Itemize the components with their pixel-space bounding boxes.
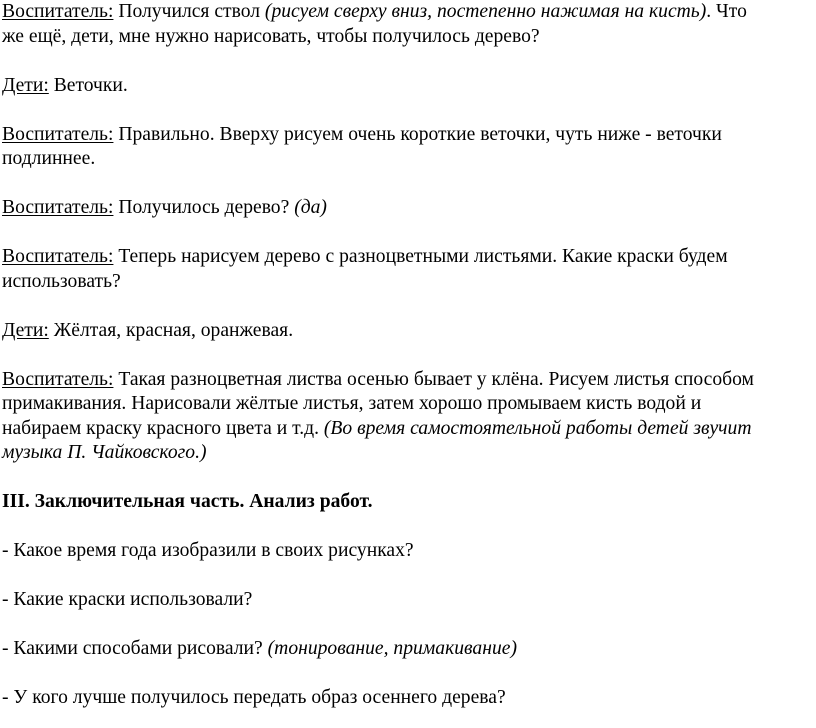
- paragraph-text: Теперь нарисуем дерево с разноцветными листьями. Какие краски будем: [113, 246, 728, 267]
- question-3: [2, 637, 814, 662]
- paragraph-text: Правильно. Вверху рисуем очень короткие веточки, чуть ниже - веточки: [113, 123, 722, 145]
- text-line: [2, 368, 814, 393]
- speaker-label: Воспитатель:: [2, 123, 114, 145]
- text-line: [2, 417, 814, 442]
- stage-direction: (Во время самостоятельной работы детей звучит: [323, 417, 752, 439]
- paragraph-text: примакивания. Нарисовали жёлтые листья, затем хорошо промываем кисть водой и: [2, 393, 702, 414]
- speaker-label: Воспитатель:: [2, 246, 114, 267]
- speaker-label: Воспитатель:: [2, 197, 114, 218]
- text-line: [2, 123, 814, 148]
- dialogue-paragraph-7: [2, 368, 814, 466]
- section-heading: III. Заключительная часть. Анализ работ.: [2, 491, 373, 512]
- paragraph-text: набираем краску красного цвета и т.д.: [2, 417, 324, 439]
- speaker-label: Воспитатель:: [2, 1, 114, 22]
- dialogue-paragraph-6: [2, 319, 814, 344]
- dialogue-paragraph-1: [2, 0, 814, 49]
- paragraph-text: Получилось дерево?: [113, 197, 295, 218]
- stage-direction: (тонирование, примакивание): [267, 638, 517, 659]
- dialogue-paragraph-5: [2, 245, 814, 294]
- question-4: - У кого лучше получилось передать образ осеннего дерева?: [2, 687, 506, 708]
- question-2: - Какие краски использовали?: [2, 589, 253, 610]
- document-page: [2, 0, 814, 711]
- dialogue-paragraph-3: [2, 123, 814, 172]
- speaker-label: Дети:: [2, 319, 49, 341]
- text-line: [2, 319, 814, 344]
- stage-direction: (рисуем сверху вниз, постепенно нажимая на кисть): [264, 1, 707, 22]
- text-line: [2, 0, 814, 25]
- text-line: [2, 74, 814, 99]
- speaker-label: Дети:: [2, 74, 49, 96]
- question-1: - Какое время года изобразили в своих рисунках?: [2, 540, 414, 561]
- dialogue-paragraph-4: [2, 196, 814, 221]
- paragraph-text: же ещё, дети, мне нужно нарисовать, чтобы получилось дерево?: [2, 25, 540, 47]
- paragraph-text: Получился ствол: [113, 1, 265, 22]
- paragraph-text: использовать?: [2, 270, 121, 292]
- text-line: [2, 196, 814, 221]
- stage-direction: (да): [294, 197, 327, 218]
- paragraph-text: Жёлтая, красная, оранжевая.: [48, 319, 294, 341]
- text-line: [2, 245, 814, 270]
- speaker-label: Воспитатель:: [2, 368, 114, 390]
- question-text: - Какими способами рисовали?: [2, 638, 268, 659]
- paragraph-text: подлиннее.: [2, 148, 96, 169]
- paragraph-text: Такая разноцветная листва осенью бывает у клёна. Рисуем листья способом: [113, 368, 754, 390]
- paragraph-text: Веточки.: [48, 74, 128, 96]
- dialogue-paragraph-2: [2, 74, 814, 99]
- stage-direction: музыка П. Чайковского.): [2, 442, 207, 463]
- paragraph-text: . Что: [706, 1, 747, 22]
